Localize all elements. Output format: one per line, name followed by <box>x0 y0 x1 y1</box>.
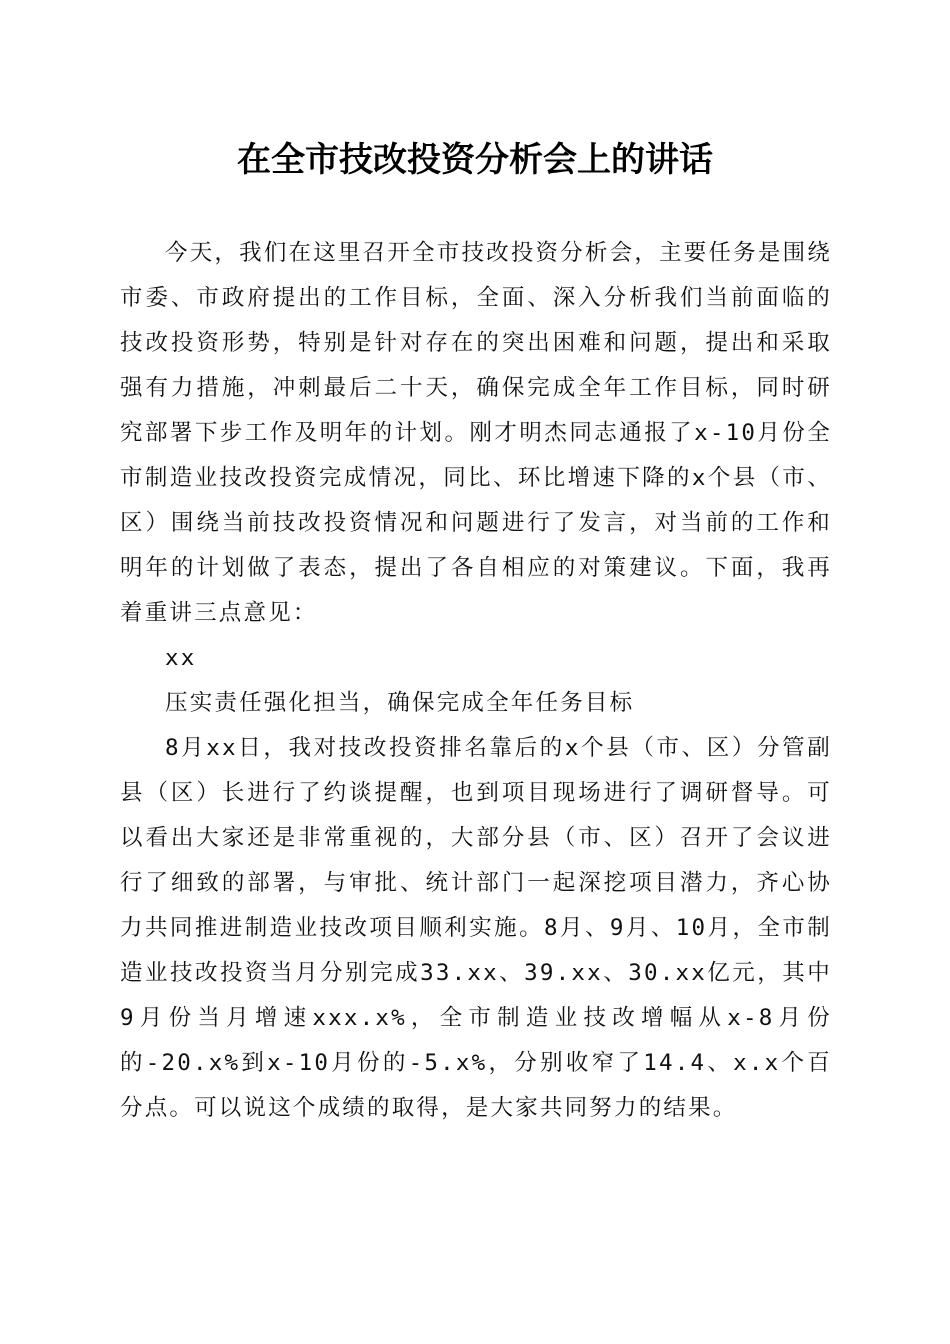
section-heading: 压实责任强化担当，确保完成全年任务目标 <box>165 690 635 716</box>
paragraph-body: 8月xx日，我对技改投资排名靠后的x个县（市、区）分管副县（区）长进行了约谈提醒，也到项目现场进行了调研督导。可以看出大家还是非常重视的，大部分县（市、区）召开了会议进行了细致的部署，与审批、统计部门一起深挖项目潜力，齐心协力共同推进制造业技改项目顺利实施。8月、9月、10月，全市制造业技改投资当月分别完成33.xx、39.xx、30.xx亿元，其中9月份当月增速xxx.x%，全市制造业技改增幅从x-8月份的-20.x%到x-10月份的-5.x%，分别收窄了14.4、x.x个百分点。可以说这个成绩的取得，是大家共同努力的结果。 <box>120 735 832 1121</box>
document-title: 在全市技改投资分析会上的讲话 <box>237 140 713 180</box>
section-number: xx <box>165 645 197 671</box>
paragraph-intro: 今天，我们在这里召开全市技改投资分析会，主要任务是围绕市委、市政府提出的工作目标，全面、深入分析我们当前面临的技改投资形势，特别是针对存在的突出困难和问题，提出和采取强有力措施，冲刺最后二十天，确保完成全年工作目标，同时研究部署下步工作及明年的计划。刚才明杰同志通报了x-10月份全市制造业技改投资完成情况，同比、环比增速下降的x个县（市、区）围绕当前技改投资情况和问题进行了发言，对当前的工作和明年的计划做了表态，提出了各自相应的对策建议。下面，我再着重讲三点意见： <box>120 240 832 626</box>
document-body <box>120 231 832 1131</box>
